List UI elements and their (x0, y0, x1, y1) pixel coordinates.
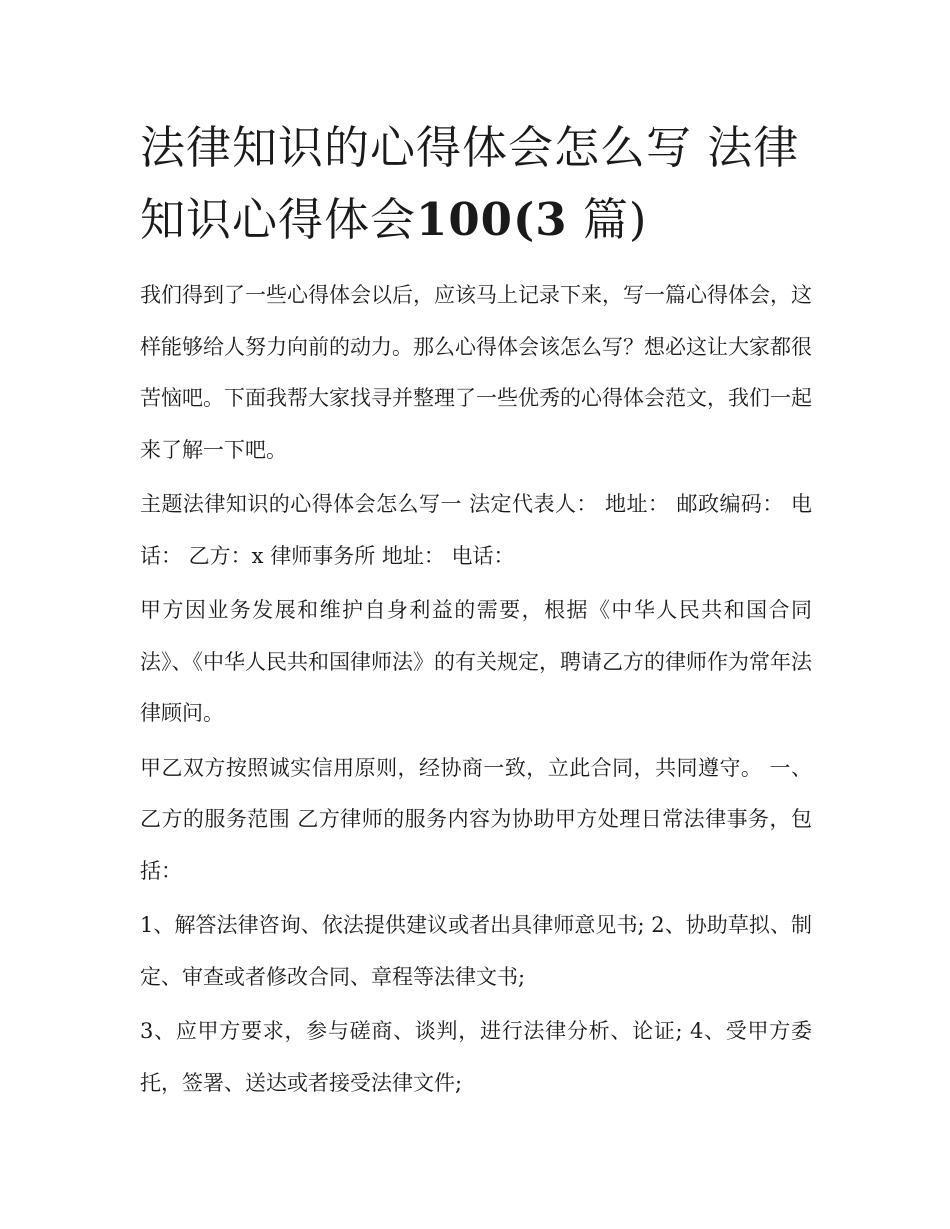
intro-paragraph: 我们得到了一些心得体会以后，应该马上记录下来，写一篇心得体会，这样能够给人努力向前的动力。那么心得体会该怎么写？想必这让大家都很苦恼吧。下面我帮大家找寻并整理了一些优秀的心得体会范文，我们一起来了解一下吧。 (140, 283, 812, 462)
title-suffix: 篇) (567, 193, 648, 246)
title-text: 法律知识的心得体会怎么写 法律知识心得体会 (140, 121, 800, 246)
service-items-1-2: 1、解答法律咨询、依法提供建议或者出具律师意见书; 2、协助草拟、制定、审查或者修改合同、章程等法律文书; (140, 913, 812, 989)
document-page (140, 112, 812, 1112)
agreement-paragraph: 甲乙双方按照诚实信用原则，经协商一致，立此合同，共同遵守。 一、乙方的服务范围 乙方律师的服务内容为协助甲方处理日常法律事务，包括： (140, 755, 812, 883)
contract-parties-paragraph: 主题法律知识的心得体会怎么写一 法定代表人： 地址： 邮政编码： 电话： 乙方：x 律师事务所 地址： 电话： (140, 492, 812, 568)
document-title (140, 112, 812, 256)
purpose-paragraph: 甲方因业务发展和维护自身利益的需要，根据《中华人民共和国合同法》、《中华人民共和国律师法》的有关规定，聘请乙方的律师作为常年法律顾问。 (140, 598, 812, 725)
title-number: 100(3 (416, 193, 568, 246)
service-items-3-4: 3、应甲方要求，参与磋商、谈判，进行法律分析、论证; 4、受甲方委托，签署、送达或者接受法律文件; (140, 1019, 812, 1095)
